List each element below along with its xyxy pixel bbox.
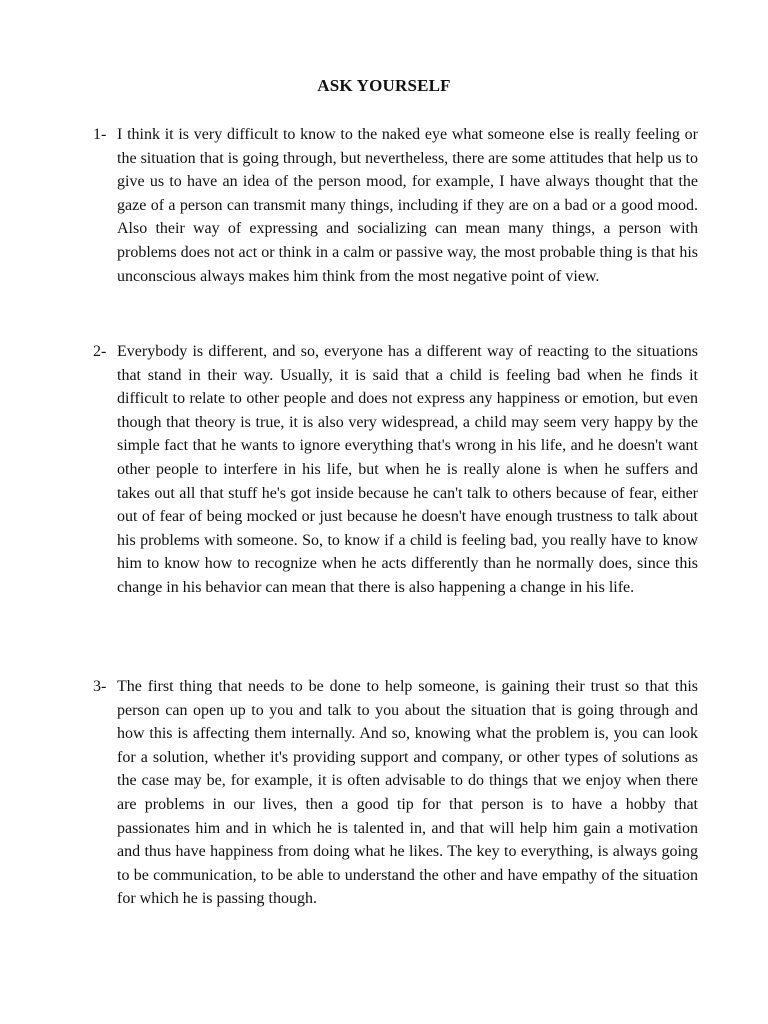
list-item-text: The first thing that needs to be done to help someone, is gaining their trust so that this person can open up to you and talk to you about the situation that is going through and how this is affecting them internally. And so, knowing what the problem is, you can look for a solution, whether it's providing support and company, or other types of solutions as the case may be, for example, it is often advisable to do things that we enjoy when there are problems in our lives, then a good tip for that person is to have a hobby that passionates him and in which he is talented in, and that will help him gain a motivation and thus have happiness from doing what he likes. The key to everything, is always going to be communication, to be able to understand the other and have empathy of the situation for which he is passing though. bbox=[117, 678, 698, 908]
list-item-text: I think it is very difficult to know to the naked eye what someone else is really feeling or the situation that is going through, but nevertheless, there are some attitudes that help us to give us to have an idea of the person mood, for example, I have always thought that the gaze of a person can transmit many things, including if they are on a bad or a good mood. Also their way of expressing and socializing can mean many things, a person with problems does not act or think in a calm or passive way, the most probable thing is that his unconscious always makes him think from the most negative point of view. bbox=[117, 126, 698, 285]
document-title: ASK YOURSELF bbox=[317, 76, 451, 95]
list-item-2 bbox=[93, 340, 698, 600]
list-item-number: 1- bbox=[93, 126, 107, 143]
list-item-number: 3- bbox=[93, 678, 107, 695]
list-item-number: 2- bbox=[93, 343, 107, 360]
list-item-1 bbox=[93, 123, 698, 288]
list-item-text: Everybody is different, and so, everyone has a different way of reacting to the situations that stand in their way. Usually, it is said that a child is feeling bad when he finds it difficult to relate to other people and does not express any happiness or emotion, but even though that theory is true, it is also very widespread, a child may seem very happy by the simple fact that he wants to ignore everything that's wrong in his life, and he doesn't want other people to interfere in his life, but when he is really alone is when he suffers and takes out all that stuff he's got inside because he can't talk to others because of fear, either out of fear of being mocked or just because he doesn't have enough trustness to talk about his problems with someone. So, to know if a child is feeling bad, you really have to know him to know how to recognize when he acts differently than he normally does, since this change in his behavior can mean that there is also happening a change in his life. bbox=[117, 343, 698, 596]
list-item-3 bbox=[93, 675, 698, 911]
